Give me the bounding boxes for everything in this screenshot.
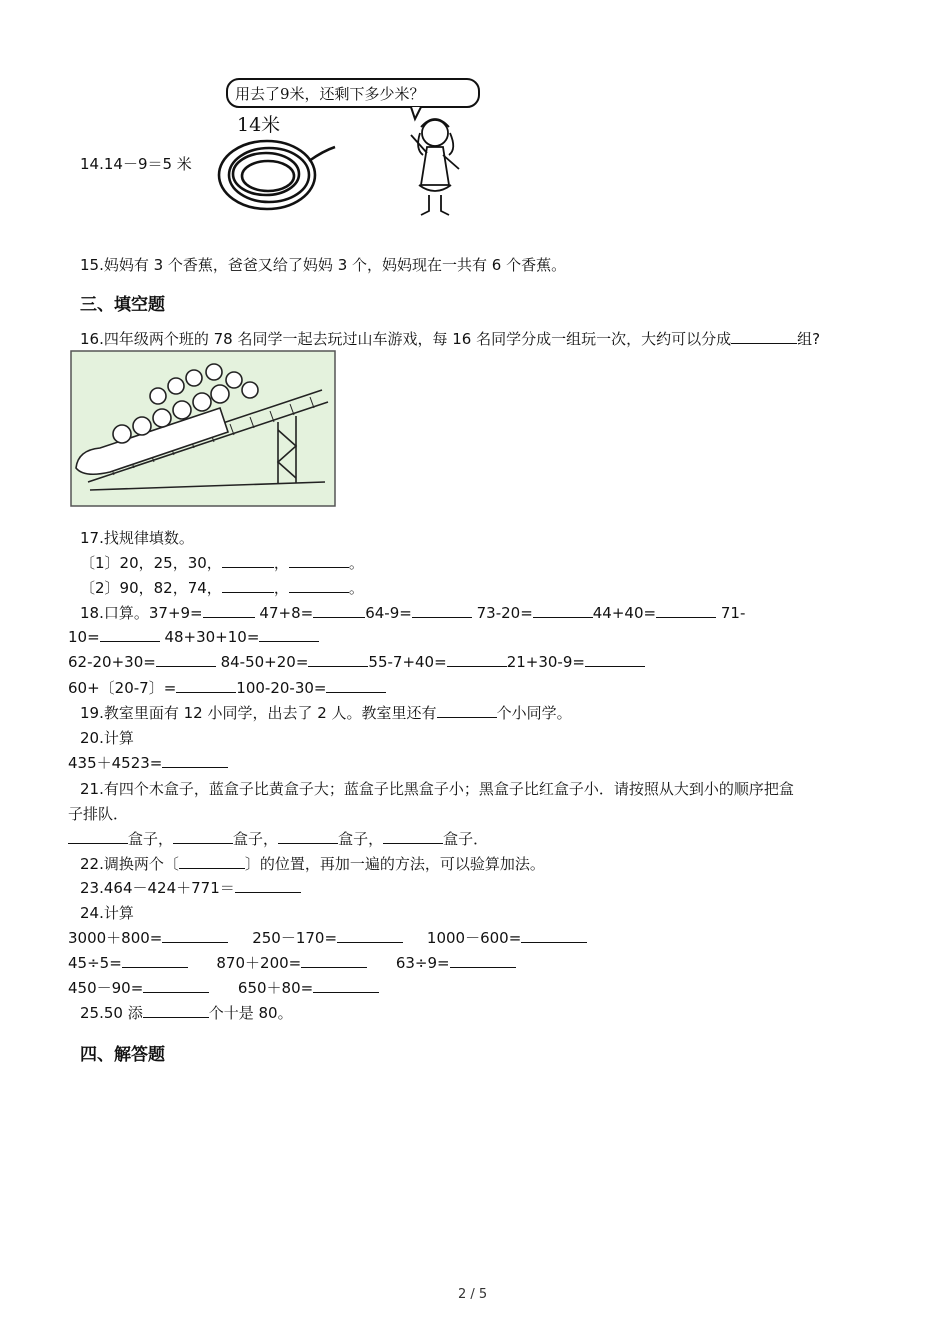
q25-text: 25.50 添 个十是 80。 — [80, 1004, 293, 1022]
q18-blank-7[interactable] — [259, 627, 319, 642]
q14-illustration — [205, 75, 490, 220]
q21-blank-2[interactable] — [173, 829, 233, 844]
q17-title: 17.找规律填数。 — [80, 529, 194, 547]
q20-title: 20.计算 — [80, 729, 134, 747]
q25-answer-blank[interactable] — [143, 1003, 209, 1018]
q18-line3: 62-20+30= 84-50+20= 55-7+40= 21+30-9= — [68, 652, 645, 671]
section-4-title: 四、解答题 — [80, 1045, 165, 1065]
q21-blank-4[interactable] — [383, 829, 443, 844]
q18-blank-8[interactable] — [156, 652, 216, 667]
q18-line4: 60+〔20-7〕= 100-20-30= — [68, 677, 386, 698]
q24-line3: 450－90= 650＋80= — [68, 977, 379, 998]
q24-blank-1[interactable] — [162, 928, 228, 943]
rope-length-label: 14米 — [237, 114, 281, 136]
q18-blank-4[interactable] — [533, 603, 593, 618]
q18-line2: 10= 48+30+10= — [68, 627, 319, 646]
q19-text: 19.教室里面有 12 小同学，出去了 2 人。教室里还有 个小同学。 — [80, 704, 572, 722]
q18-blank-9[interactable] — [308, 652, 368, 667]
q20-answer-blank[interactable] — [162, 753, 228, 768]
q24-blank-7[interactable] — [143, 978, 209, 993]
q24-line1: 3000＋800= 250－170= 1000－600= — [68, 927, 587, 948]
q15-text: 15.妈妈有 3 个香蕉，爸爸又给了妈妈 3 个，妈妈现在一共有 6 个香蕉。 — [80, 256, 567, 274]
q18-blank-2[interactable] — [313, 603, 365, 618]
q24-blank-5[interactable] — [301, 953, 367, 968]
q18-line1: 18.口算。37+9= 47+8= 64-9= 73-20= 44+40= 71- — [80, 604, 746, 622]
q24-blank-8[interactable] — [313, 978, 379, 993]
speech-bubble-text: 用去了9米，还剩下多少米？ — [235, 85, 425, 103]
q14-text: 14.14－9＝5 米 — [80, 155, 192, 173]
q18-blank-5[interactable] — [656, 603, 716, 618]
q17-2-blank-b[interactable] — [289, 578, 349, 593]
q17-1-blank-a[interactable] — [222, 553, 274, 568]
q24-title: 24.计算 — [80, 904, 134, 922]
q21-blank-1[interactable] — [68, 829, 128, 844]
q17-part1: 〔1〕20，25，30， ， 。 — [80, 554, 364, 572]
q21-answer-row: 盒子， 盒子， 盒子， 盒子． — [68, 828, 488, 849]
q18-blank-13[interactable] — [326, 678, 386, 693]
q22-text: 22.调换两个〔 〕的位置，再加一遍的方法，可以验算加法。 — [80, 855, 545, 873]
q21-line1: 21.有四个木盒子，蓝盒子比黄盒子大；蓝盒子比黑盒子小；黑盒子比红盒子小．请按照从大到小的顺序把盒 — [80, 780, 794, 798]
q18-blank-11[interactable] — [585, 652, 645, 667]
q21-blank-3[interactable] — [278, 829, 338, 844]
q24-blank-6[interactable] — [450, 953, 516, 968]
q21-line2: 子排队． — [68, 805, 129, 823]
q17-1-blank-b[interactable] — [289, 553, 349, 568]
q18-blank-3[interactable] — [412, 603, 472, 618]
q18-blank-6[interactable] — [100, 627, 160, 642]
q23-text: 23.464－424＋771＝ — [80, 877, 301, 898]
q23-answer-blank[interactable] — [235, 878, 301, 893]
q18-blank-1[interactable] — [203, 603, 255, 618]
q24-blank-3[interactable] — [521, 928, 587, 943]
q17-2-blank-a[interactable] — [222, 578, 274, 593]
q22-answer-blank[interactable] — [179, 854, 245, 869]
q16-answer-blank[interactable] — [731, 329, 797, 344]
q18-blank-10[interactable] — [447, 652, 507, 667]
q20-expr: 435＋4523= — [68, 752, 228, 773]
q24-blank-4[interactable] — [122, 953, 188, 968]
q17-part2: 〔2〕90，82，74， ， 。 — [80, 579, 364, 597]
q18-blank-12[interactable] — [176, 678, 236, 693]
section-3-title: 三、填空题 — [80, 295, 165, 315]
q19-answer-blank[interactable] — [437, 703, 497, 718]
q24-blank-2[interactable] — [337, 928, 403, 943]
q16-question: 16.四年级两个班的 78 名同学一起去玩过山车游戏，每 16 名同学分成一组玩一次，大约可以分成 — [80, 330, 732, 348]
q16-unit: 组? — [797, 330, 821, 348]
roller-coaster-illustration — [70, 350, 336, 507]
q16-text — [80, 328, 820, 349]
q24-line2: 45÷5= 870＋200= 63÷9= — [68, 952, 516, 973]
page-number: 2 / 5 — [458, 1287, 488, 1302]
